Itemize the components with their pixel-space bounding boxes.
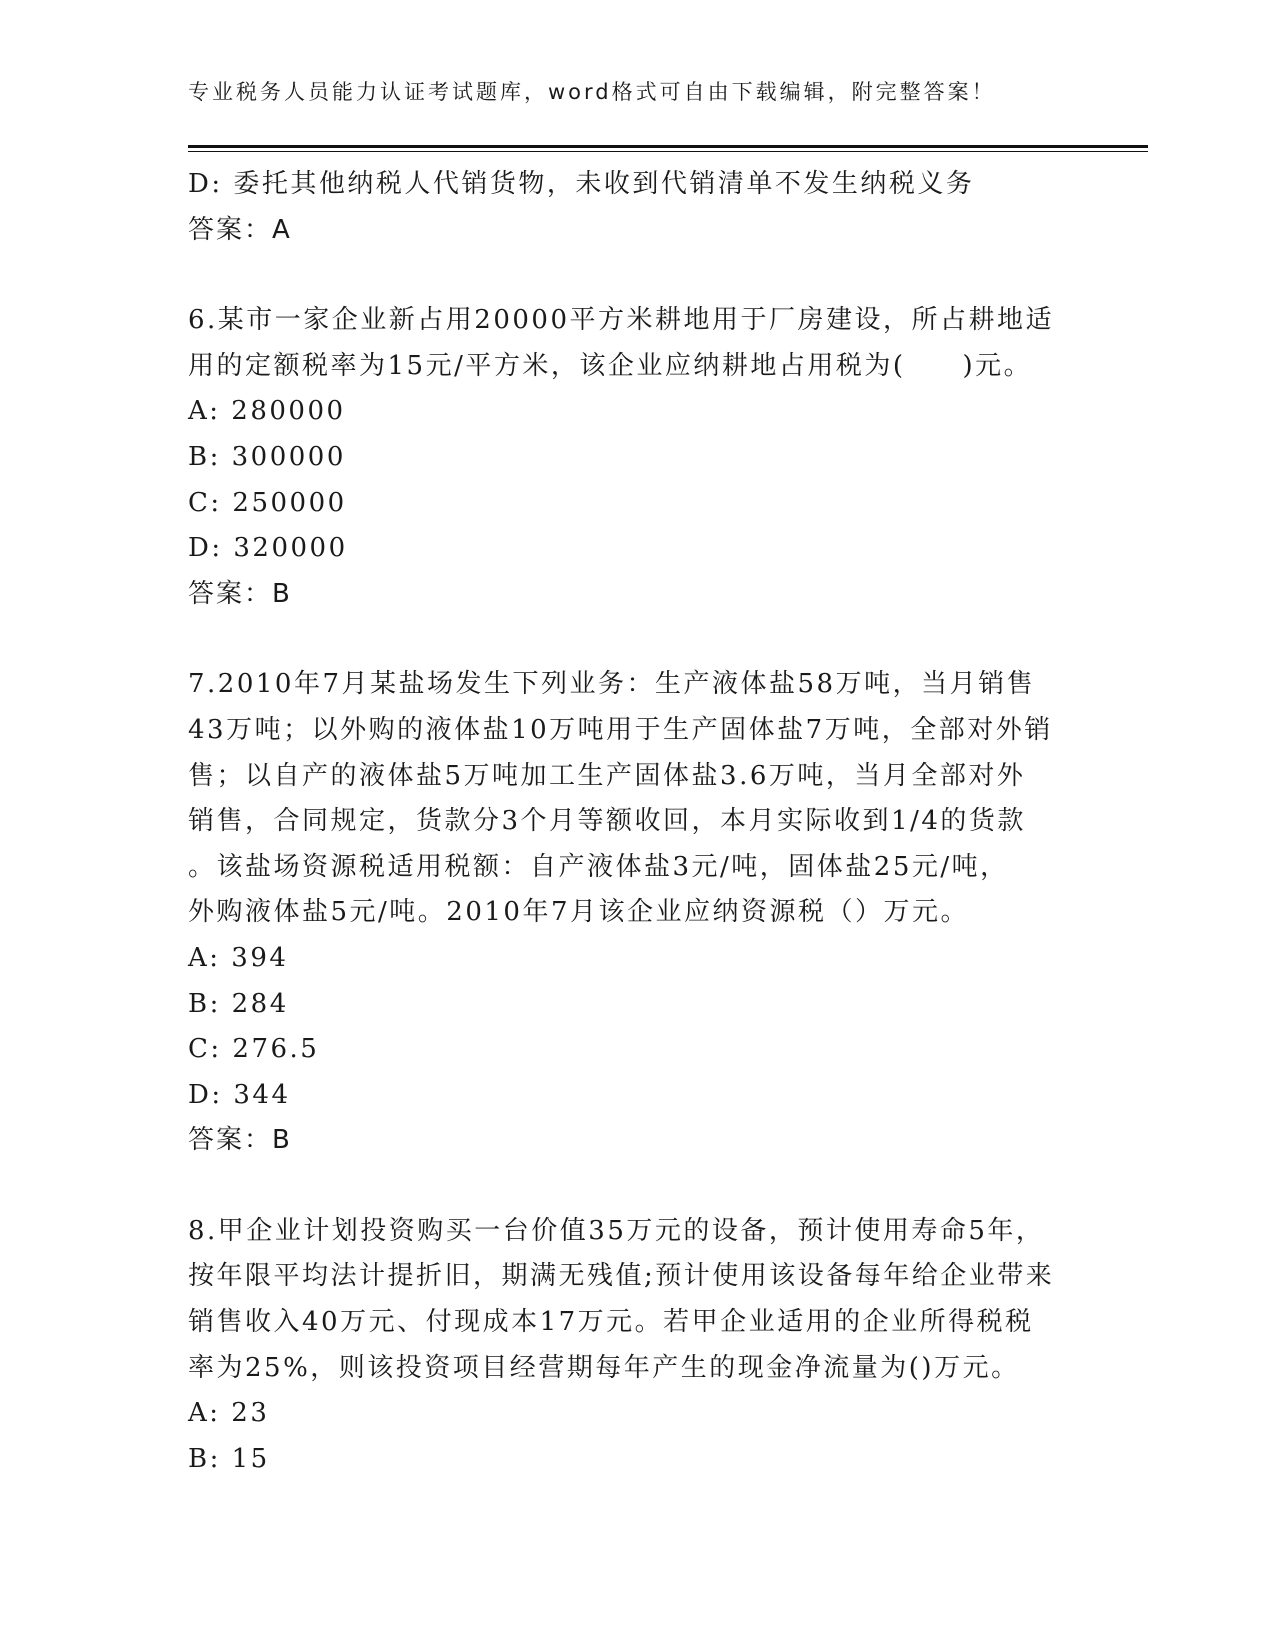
spacer: [188, 1164, 1088, 1209]
header-rule-thin: [188, 151, 1148, 152]
answer-line: 答案：B: [188, 1125, 292, 1156]
question-stem-line: 按年限平均法计提折旧，期满无残值;预计使用该设备每年给企业带来: [188, 1261, 1055, 1292]
answer-line: 答案：A: [188, 214, 292, 245]
option-b: B: 300000: [188, 441, 346, 472]
option-c: C: 276.5: [188, 1034, 320, 1065]
option-d: D: 344: [188, 1079, 291, 1110]
option-d: D: 委托其他纳税人代销货物，未收到代销清单不发生纳税义务: [188, 169, 975, 199]
option-a: A: 280000: [188, 396, 346, 427]
page-header: 专业税务人员能力认证考试题库，word格式可自由下载编辑，附完整答案！: [188, 80, 996, 104]
question-stem-line: 销售收入40万元、付现成本17万元。若甲企业适用的企业所得税税: [188, 1307, 1034, 1338]
option-b: B: 15: [188, 1443, 270, 1474]
question-stem-line: 售；以自产的液体盐5万吨加工生产固体盐3.6万吨，当月全部对外: [188, 760, 1026, 791]
option-c: C: 250000: [188, 487, 347, 518]
question-8: [188, 1209, 1088, 1483]
answer-line: 答案：B: [188, 578, 292, 609]
question-stem-line: 率为25%，则该投资项目经营期每年产生的现金净流量为()万元。: [188, 1352, 1020, 1383]
option-a: A: 23: [188, 1398, 270, 1429]
question-7: [188, 662, 1088, 1164]
question-stem-line: 外购液体盐5元/吨。2010年7月该企业应纳资源税（）万元。: [188, 897, 970, 928]
option-b: B: 284: [188, 988, 289, 1019]
question-6: [188, 298, 1088, 617]
question-stem-line: 43万吨；以外购的液体盐10万吨用于生产固体盐7万吨，全部对外销: [188, 714, 1053, 745]
option-d: D: 320000: [188, 533, 348, 564]
question-stem-line: 6.某市一家企业新占用20000平方米耕地用于厂房建设，所占耕地适: [188, 305, 1055, 336]
question-stem-line: 8.甲企业计划投资购买一台价值35万元的设备，预计使用寿命5年，: [188, 1215, 1045, 1246]
carryover-block: [188, 162, 1088, 253]
question-stem-line: 7.2010年7月某盐场发生下列业务：生产液体盐58万吨，当月销售: [188, 669, 1036, 700]
header-rule-thick: [188, 145, 1148, 148]
question-stem-line: 。该盐场资源税适用税额：自产液体盐3元/吨，固体盐25元/吨，: [188, 851, 1009, 882]
spacer: [188, 253, 1088, 298]
document-body: [188, 162, 1088, 1482]
spacer: [188, 617, 1088, 662]
question-stem-line: 销售，合同规定，货款分3个月等额收回，本月实际收到1/4的货款: [188, 806, 1026, 837]
question-stem-line: 用的定额税率为15元/平方米，该企业应纳耕地占用税为( )元。: [188, 350, 1033, 381]
option-a: A: 394: [188, 942, 289, 973]
